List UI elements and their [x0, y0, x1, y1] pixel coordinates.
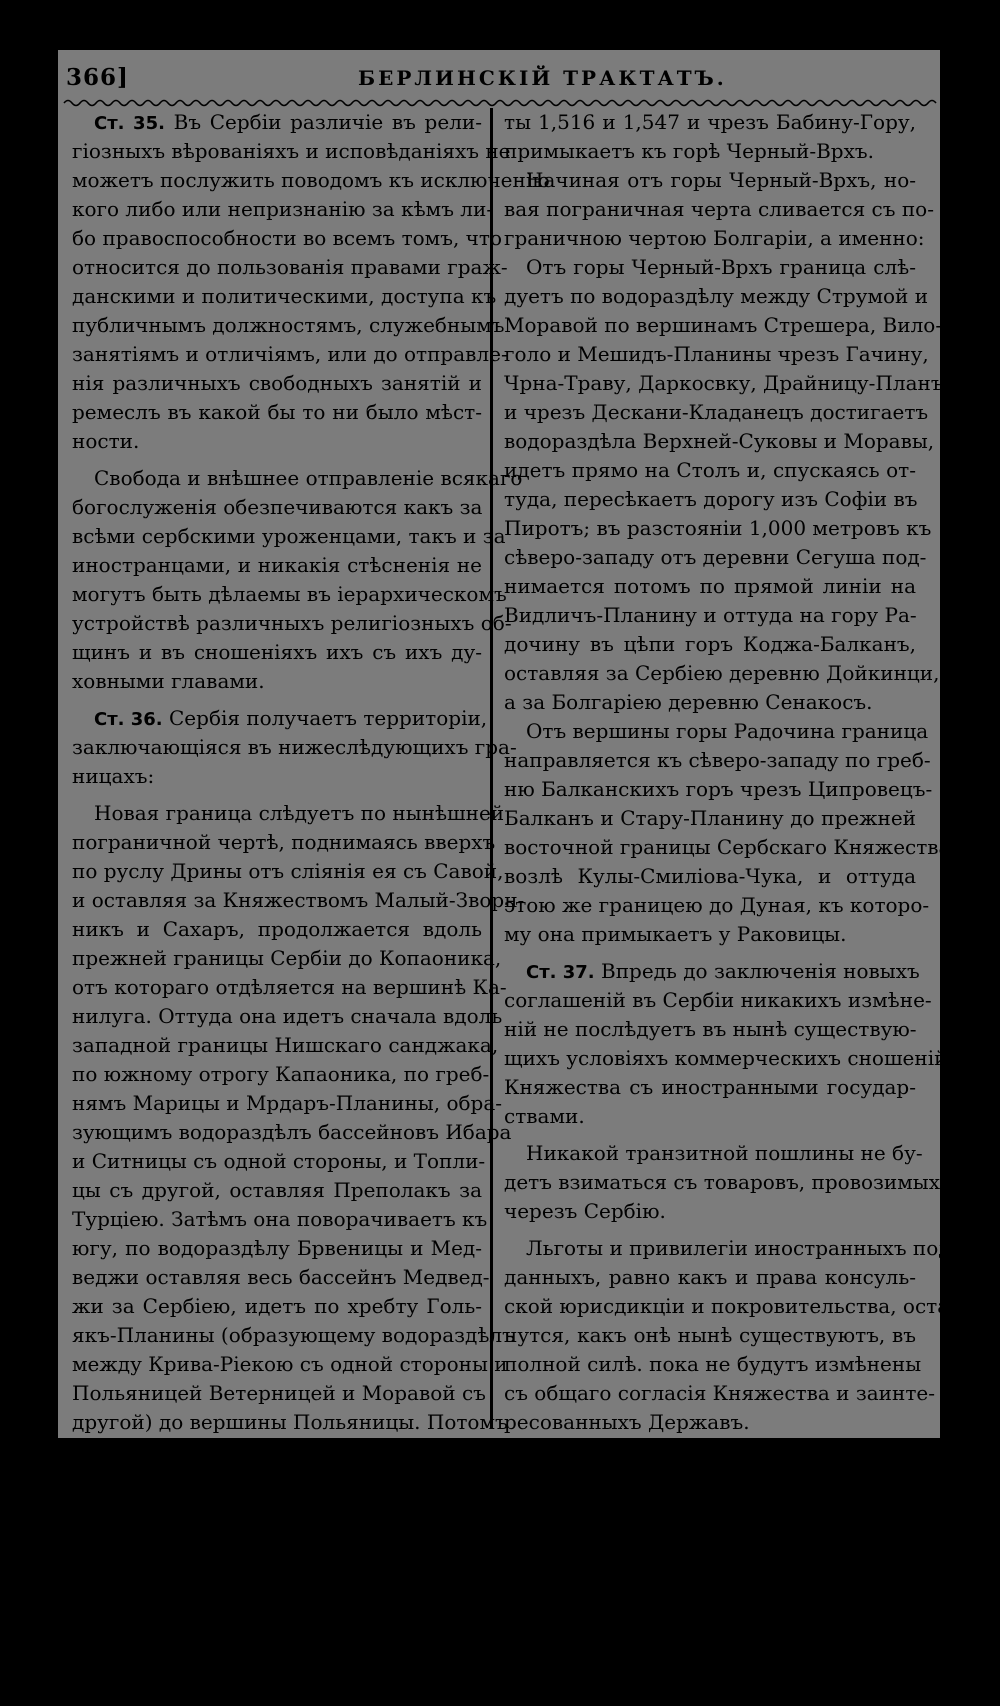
line-text: направляется къ сѣверо-западу по греб- [504, 748, 931, 772]
line-text: всѣми сербскими уроженцами, такъ и за [72, 524, 506, 548]
line-text: щихъ условіяхъ коммерческихъ сношеній [504, 1046, 948, 1070]
line-text: ній не послѣдуетъ въ нынѣ существую- [504, 1017, 917, 1041]
article-number: Ст. 35. [94, 113, 165, 134]
line-text: нямъ Марицы и Мрдаръ-Планины, обра- [72, 1091, 503, 1115]
line-text: нія различныхъ свободныхъ занятій и [72, 371, 482, 395]
left-column-line [72, 1582, 482, 1611]
article-number: Ст. 38. [526, 1450, 595, 1471]
line-text: публичнымъ должностямъ, служебнымъ [72, 313, 505, 337]
left-column-line [72, 580, 507, 609]
right-column-line [504, 1677, 916, 1706]
left-column-line [72, 1176, 482, 1205]
line-text: по гребню св. Иліи до горы Ключъ и, [72, 1642, 482, 1666]
right-column-line [504, 456, 916, 485]
right-column-line [504, 398, 929, 427]
line-text: югу, по водораздѣлу Брвеницы и Мед- [72, 1236, 482, 1260]
left-column-line [72, 1611, 516, 1640]
right-column-line [504, 833, 957, 862]
line-text: она направляется по отрогу Карпина- [72, 1439, 482, 1463]
right-column-line [504, 1073, 916, 1102]
left-column-line [72, 886, 525, 915]
line-text: Никакой транзитной пошлины не бу- [526, 1141, 923, 1165]
right-column-line [504, 891, 930, 920]
left-column-line [72, 1147, 486, 1176]
line-text: веджи оставляя весь бассейнъ Медвед- [72, 1265, 490, 1289]
line-text: пройдя чрезъ означенные на картѣ пунк- [72, 1671, 513, 1695]
line-text: зующимъ водораздѣлъ бассейновъ Ибара [72, 1120, 512, 1144]
line-text: Моравой по вершинамъ Стрешера, Вило- [504, 313, 943, 337]
right-column-line [504, 195, 934, 224]
left-column-line [72, 1002, 503, 1031]
left-column-line [72, 1060, 490, 1089]
left-column-line [72, 1350, 508, 1379]
line-text: дораздѣлу между ручьемъ Коинска и [72, 1526, 482, 1550]
line-text: занятіямъ и отличіямъ, или до отправле- [72, 342, 508, 366]
line-text: черезъ Сербію. [504, 1199, 666, 1223]
left-column-line [72, 1234, 482, 1263]
left-column-line [72, 427, 482, 456]
right-column-line [504, 920, 916, 949]
line-text: Въ Сербіи различіе въ рели- [164, 110, 482, 134]
line-text: Княжество Сербіи заступаетъ [594, 1447, 921, 1471]
line-text: Турціею. Затѣмъ она поворачиваетъ къ [72, 1207, 488, 1231]
line-text: съ общаго согласія Княжества и заинте- [504, 1381, 935, 1405]
right-column-line [504, 1408, 916, 1437]
left-column-line [72, 733, 517, 762]
line-text: щинъ и въ сношеніяхъ ихъ съ ихъ ду- [72, 640, 482, 664]
line-text: соглашеній въ Сербіи никакихъ измѣне- [504, 988, 932, 1012]
right-column-line [504, 282, 929, 311]
left-column-line [72, 1553, 497, 1582]
line-text: оставляя за Сербіею деревню Дойкинци, [504, 661, 940, 685]
left-column-line [72, 973, 507, 1002]
line-text: отъ котораго отдѣляется на вершинѣ Ка- [72, 975, 507, 999]
line-text: Сербія получаетъ территоріи, [162, 706, 488, 730]
left-column-line [72, 1466, 516, 1495]
document-page [58, 50, 958, 1703]
left-column-line [72, 1292, 482, 1321]
left-column-line [72, 609, 512, 638]
left-column-line [72, 108, 482, 137]
left-column-line [72, 398, 482, 427]
right-column-line [504, 137, 916, 166]
line-text: другой) до вершины Польяницы. Потомъ [72, 1410, 508, 1434]
right-column-line [504, 224, 925, 253]
line-text: водораздѣла Верхней-Суковы и Моравы, [504, 429, 935, 453]
line-text: никъ и Сахаръ, продолжается вдоль [72, 917, 482, 941]
line-text: Иліи выше Трговишты. Отсюда она идетъ [72, 1613, 516, 1637]
right-column-line [504, 514, 932, 543]
left-column-line [72, 1669, 513, 1698]
right-column-line [504, 775, 933, 804]
right-column-line [504, 1015, 916, 1044]
left-column-line [72, 762, 482, 791]
line-text: Планины до слiянія Коинска съ Моравой, [72, 1468, 516, 1492]
left-column-line [72, 1205, 488, 1234]
right-column-line [504, 601, 916, 630]
left-column-line [72, 1640, 482, 1669]
left-column-line [72, 253, 508, 282]
line-text: кого либо или непризнанію за кѣмъ ли- [72, 197, 494, 221]
line-text: голо и Мешидъ-Планины чрезъ Гачину, [504, 342, 929, 366]
line-text: и Ситницы съ одной стороны, и Топли- [72, 1149, 486, 1173]
right-column-line [504, 108, 916, 137]
left-column-line [72, 1408, 508, 1437]
right-column [504, 108, 958, 1706]
right-column-line [504, 1561, 951, 1590]
right-column-line [504, 1102, 916, 1131]
line-text: и чрезъ Дескани-Кладанецъ достигаетъ [504, 400, 929, 424]
article-number: Ст. 37. [526, 962, 595, 983]
line-text: ресованныхъ Державъ. [504, 1410, 750, 1434]
line-text: ховными главами. [72, 669, 265, 693]
left-column-line [72, 224, 502, 253]
line-text: дочину въ цѣпи горъ Коджа-Балканъ, [504, 632, 916, 656]
right-column-line [504, 1234, 958, 1263]
line-text: данныхъ, равно какъ и права консуль- [504, 1265, 916, 1289]
left-column-line [72, 638, 482, 667]
right-column-line [504, 1168, 953, 1197]
line-text: жи за Сербіею, идетъ по хребту Голь- [72, 1294, 482, 1318]
line-text: туда, пересѣкаетъ дорогу изъ Софіи въ [504, 487, 918, 511]
line-text: нутся, какъ онѣ нынѣ существуютъ, въ [504, 1323, 916, 1347]
line-text: по руслу Дрины отъ слiянія ея съ Савой, [72, 859, 504, 883]
article-number: Ст. 36. [94, 709, 163, 730]
line-text: въ соотвѣтственной долѣ Блистательную [504, 1476, 939, 1500]
line-text: бо правоспособности во всемъ томъ, что [72, 226, 502, 250]
line-text: по южному отрогу Капаоника, по греб- [72, 1062, 490, 1086]
left-column-line [72, 551, 482, 580]
line-text: Отъ горы Черный-Врхъ граница слѣ- [526, 255, 916, 279]
right-column-line [504, 1445, 921, 1474]
left-column-line [72, 915, 482, 944]
line-text: Льготы и привилегіи иностранныхъ под- [526, 1236, 958, 1260]
line-text: Нерадовца, и достигаетъ Планины св. [72, 1584, 482, 1608]
line-text: возлѣ Кулы-Смиліова-Чука, и оттуда [504, 864, 916, 888]
right-column-line [504, 1139, 923, 1168]
right-column-line [504, 804, 916, 833]
line-text: ею какъ относительно Австро-Венгріи, [504, 1534, 917, 1558]
left-column-line [72, 311, 505, 340]
right-column-line [504, 1321, 916, 1350]
right-column-line [504, 1292, 956, 1321]
line-text: могутъ быть дѣлаемы въ іерархическомъ [72, 582, 507, 606]
line-text: пограничной чертѣ, поднимаясь вверхъ [72, 830, 496, 854]
right-column-line [504, 862, 916, 891]
line-text: Княжества съ иностранными государ- [504, 1075, 916, 1099]
right-column-line [504, 957, 920, 986]
left-column-line [72, 166, 550, 195]
line-text: ціи желѣзныхъ дорогъ Европейской Тур- [504, 1592, 937, 1616]
running-title: БЕРЛИНСКІЙ ТРАКТАТЪ. [358, 66, 727, 90]
left-column-line [72, 704, 488, 733]
left-column-line [72, 1321, 515, 1350]
left-column-line [72, 1031, 499, 1060]
line-text: богослуженія обезпечиваются какъ за [72, 495, 483, 519]
right-column-line [504, 340, 929, 369]
right-column-line [504, 1532, 916, 1561]
right-column-line [504, 986, 932, 1015]
line-text: идетъ прямо на Столъ и, спускаясь от- [504, 458, 916, 482]
line-text: якъ-Планины (образующему водораздѣлъ [72, 1323, 515, 1347]
left-column-line [72, 1437, 482, 1466]
line-text: Порту въ обязательствахъ, принятыхъ [504, 1505, 916, 1529]
left-column-line [72, 828, 496, 857]
page-header [58, 64, 940, 98]
right-column-line [504, 543, 927, 572]
line-text: западной границы Нишскаго санджака, [72, 1033, 499, 1057]
line-text: заключающіяся въ нижеслѣдующихъ гра- [72, 735, 517, 759]
right-column-line [504, 572, 916, 601]
line-text: ты 1,516 и 1,547 и чрезъ Бабину-Гору, [504, 110, 916, 134]
line-text: ности. [72, 429, 140, 453]
line-text: данскими и политическими, доступа къ [72, 284, 497, 308]
line-text: между Крива-Рiекою съ одной стороны и [72, 1352, 508, 1376]
line-text: Новая граница слѣдуетъ по нынѣшней [94, 801, 505, 825]
left-column-line [72, 799, 505, 828]
right-column-line [504, 1648, 934, 1677]
left-column-line [72, 1524, 482, 1553]
line-text: этою же границею до Дуная, къ которо- [504, 893, 930, 917]
line-text: гіозныхъ вѣрованіяхъ и исповѣданіяхъ не [72, 139, 511, 163]
line-text: Польяницей Ветерницей и Моравой съ [72, 1381, 486, 1405]
line-text: ремеслъ въ какой бы то ни было мѣст- [72, 400, 482, 424]
right-column-line [504, 1590, 937, 1619]
right-column-line [504, 688, 916, 717]
left-column-line [72, 1089, 503, 1118]
left-column-line [72, 1263, 490, 1292]
line-text: Свобода и внѣшнее отправленіе всякаго [94, 466, 523, 490]
line-text: по эксплоатаціи желѣзнодорожныхъ ли- [504, 1650, 934, 1674]
line-text: Балканъ и Стару-Планину до прежней [504, 806, 916, 830]
line-text: такъ и относительно общества эксплуата- [504, 1563, 951, 1587]
line-text: вая пограничная черта сливается съ по- [504, 197, 934, 221]
right-column-line [504, 311, 943, 340]
line-text: сѣверо-западу отъ деревни Сегуша под- [504, 545, 927, 569]
page-number: 366] [66, 64, 129, 91]
line-text: и оставляя за Княжествомъ Малый-Зворн- [72, 888, 525, 912]
line-text: нилуга. Оттуда она идетъ сначала вдоль [72, 1004, 503, 1028]
line-text: полной силѣ. пока не будутъ измѣнены [504, 1352, 922, 1376]
line-text: переходитъ эту рѣку, поднимается по во- [72, 1497, 510, 1521]
left-column-line [72, 137, 511, 166]
right-column-line [504, 630, 916, 659]
line-text: дуетъ по водораздѣлу между Струмой и [504, 284, 929, 308]
line-text: устройствѣ различныхъ религіозныхъ об- [72, 611, 512, 635]
left-column-line [72, 1118, 512, 1147]
line-text: ню Балканскихъ горъ чрезъ Ципровецъ- [504, 777, 933, 801]
line-text: Впредь до заключенія новыхъ [594, 959, 920, 983]
line-text: ціи, по окончанію, соединенію. а также [504, 1621, 926, 1645]
left-column-line [72, 1379, 486, 1408]
line-text: Начиная отъ горы Черный-Врхъ, но- [526, 168, 916, 192]
right-column-line [504, 1197, 916, 1226]
right-column-line [504, 427, 935, 456]
line-text: прежней границы Сербіи до Копаоника, [72, 946, 502, 970]
line-text: Видличъ-Планину и оттуда на гору Ра- [504, 603, 917, 627]
line-text: му она примыкаетъ у Раковицы. [504, 922, 847, 946]
left-column-line [72, 1495, 510, 1524]
left-column-line [72, 944, 502, 973]
right-column-line [504, 1474, 939, 1503]
line-text: Чрна-Траву, Даркосвку, Драйницу-Планъ, [504, 371, 950, 395]
right-column-line [504, 1350, 922, 1379]
right-column-line [504, 659, 940, 688]
right-column-line [504, 166, 916, 195]
line-text: примыкаетъ къ горѣ Черный-Врхъ. [504, 139, 874, 163]
right-column-line [504, 1263, 916, 1292]
line-text: детъ взиматься съ товаровъ, провозимыхъ [504, 1170, 953, 1194]
line-text: ній, имѣющихъ быть проведенными на [504, 1679, 916, 1703]
line-text: иностранцами, и никакія стѣсненія не [72, 553, 482, 577]
right-column-line [504, 717, 929, 746]
line-text: ской юрисдикціи и покровительства, оста- [504, 1294, 956, 1318]
line-text: ствами. [504, 1104, 585, 1128]
right-column-line [504, 1619, 926, 1648]
line-text: ручьемъ, впадающимъ въ Мораву близъ [72, 1555, 497, 1579]
right-column-line [504, 1044, 948, 1073]
line-text: можетъ послужить поводомъ къ исключенію [72, 168, 550, 192]
left-column-line [72, 340, 508, 369]
line-text: Отъ вершины горы Радочина граница [526, 719, 929, 743]
right-column-line [504, 369, 950, 398]
right-column-line [504, 1379, 935, 1408]
line-text: восточной границы Сербскаго Княжества, [504, 835, 957, 859]
left-column-line [72, 667, 482, 696]
right-column-line [504, 746, 931, 775]
line-text: а за Болгаріею деревню Сенакосъ. [504, 690, 873, 714]
left-column-line [72, 282, 497, 311]
line-text: цы съ другой, оставляя Преполакъ за [72, 1178, 482, 1202]
left-column-line [72, 522, 506, 551]
left-column-line [72, 369, 482, 398]
header-wavy-rule [64, 98, 936, 108]
left-column-line [72, 195, 494, 224]
line-text: нимается потомъ по прямой линіи на [504, 574, 916, 598]
line-text: относится до пользованія правами граж- [72, 255, 508, 279]
left-column-line [72, 493, 482, 522]
right-column-line [504, 485, 916, 514]
left-column-line [72, 464, 523, 493]
right-column-line [504, 253, 916, 282]
right-column-line [504, 1503, 916, 1532]
left-column-line [72, 857, 504, 886]
line-text: ницахъ: [72, 764, 155, 788]
line-text: Пиротъ; въ разстояніи 1,000 метровъ къ [504, 516, 932, 540]
line-text: граничною чертою Болгаріи, а именно: [504, 226, 925, 250]
